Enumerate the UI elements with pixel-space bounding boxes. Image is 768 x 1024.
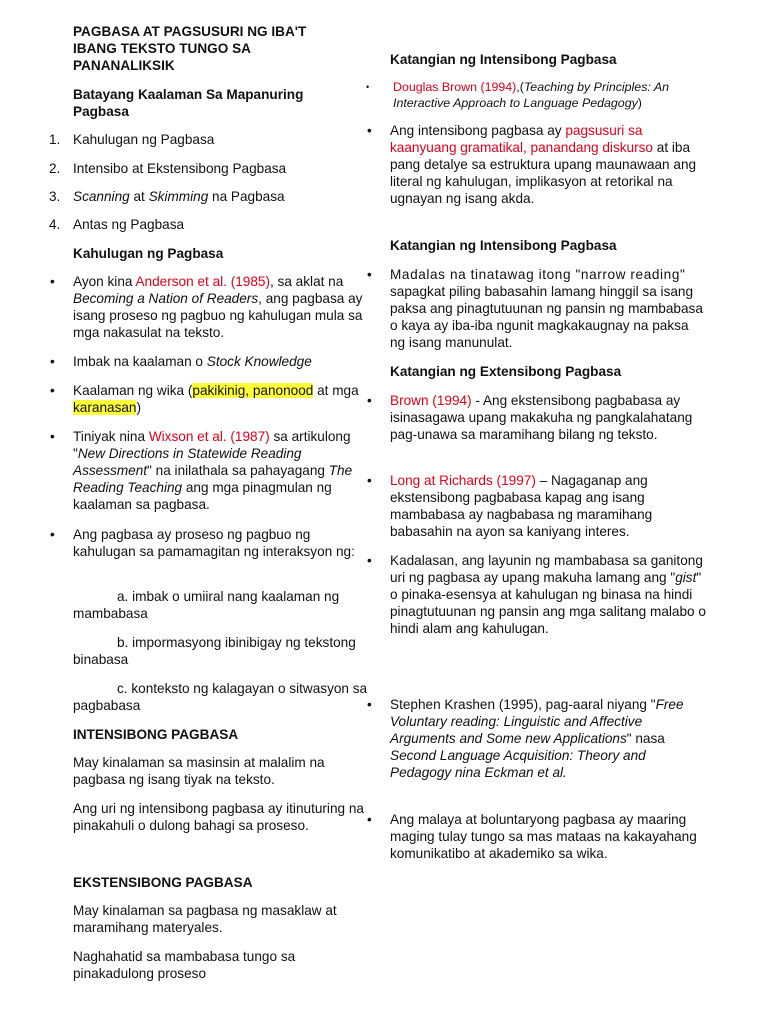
ekstensibo-paragraph: Naghahatid sa mambabasa tungo sa pinakadulong proseso — [73, 949, 296, 981]
document-title: PAGBASA AT PAGSUSURI NG IBA'T IBANG TEKSTO TUNGO SA PANANALIKSIK — [73, 24, 307, 73]
bullet-krashen: • Stephen Krashen (1995), pag-aaral niyang "Free Voluntary reading: Linguistic and Affective Arguments and Some new Applications" nasa Second Language Acquisition: Theory and Pedagogy nina Eckman et al. — [390, 696, 690, 781]
kahulugan-heading: Kahulugan ng Pagbasa — [73, 246, 224, 261]
bullet-stock-knowledge: • Imbak na kaalaman o Stock Knowledge — [73, 353, 365, 370]
bullet-brown-1994: • Brown (1994) - Ang ekstensibong pagbabasa ay isinasagawa upang makakuha ng pangkalahatang pag-unawa sa maramihang bilang ng teksto. — [390, 392, 706, 443]
intensibo-heading: INTENSIBONG PAGBASA — [73, 727, 239, 742]
ekstensibo-paragraph: May kinalaman sa pagbasa ng masaklaw at maramihang materyales. — [73, 903, 337, 935]
bullet-gist: • Kadalasan, ang layunin ng mambabasa sa ganitong uri ng pagbasa ay upang makuha lamang ang "gist" o pinaka-esensya at kahulugan ng binasa na hindi pinagtutuunan ng pansin ang mga salitang malabo o hindi alam ang kahulugan. — [390, 552, 706, 637]
bullet-long-richards: • Long at Richards (1997) – Nagaganap ang ekstensibong pagbabasa kapag ang isang mambabasa ay nagbabasa ng maramihang babasahin na ayon sa kaniyang interes. — [390, 472, 706, 540]
ekstensibo-heading: EKSTENSIBONG PAGBASA — [73, 875, 253, 890]
toc-item: 2. Intensibo at Ekstensibong Pagbasa — [49, 161, 287, 176]
katangian-intensibo-heading-2: Katangian ng Intensibong Pagbasa — [390, 238, 617, 253]
katangian-extensibo-heading: Katangian ng Extensibong Pagbasa — [390, 364, 622, 379]
bullet-malaya-na-pagbasa: • Ang malaya at boluntaryong pagbasa ay maaring maging tulay tungo sa mas mataas na kakayahang komunikatibo at akademiko sa wika. — [390, 811, 706, 862]
sub-item-c: c. konteksto ng kalagayan o sitwasyon sa pagbabasa — [73, 681, 368, 713]
intensibo-paragraph: Ang uri ng intensibong pagbasa ay itinuturing na pinakahuli o dulong bahagi sa proseso. — [73, 801, 364, 833]
bullet-kaalaman-ng-wika: • Kaalaman ng wika (pakikinig, panonood at mga karanasan) — [73, 382, 365, 416]
bullet-proseso: • Ang pagbasa ay proseso ng pagbuo ng kahulugan sa pamamagitan ng interaksyon ng: — [73, 526, 365, 560]
bullet-anderson: • Ayon kina Anderson et al. (1985), sa aklat na Becoming a Nation of Readers, ang pagbasa ay isang proseso ng pagbuo ng kahulugan mula sa mga nakasulat na teksto. — [73, 273, 365, 341]
sub-item-a: a. imbak o umiiral nang kaalaman ng mambabasa — [73, 589, 340, 621]
bullet-narrow-reading: • Madalas na tinatawag itong "narrow reading" sapagkat piling babasahin lamang hinggil sa isang paksa ang pinagtutuunan ng pansin ng mambabasa o kaya ay iba-iba ngunit magkakaugnay na paksa ng isang manunulat. — [390, 266, 706, 351]
bullet-douglas-brown: • Douglas Brown (1994),(Teaching by Principles: An Interactive Approach to Language Pedagogy) — [393, 79, 713, 111]
bullet-wixson: • Tiniyak nina Wixson et al. (1987) sa artikulong "New Directions in Statewide Reading Assessment" na inilathala sa pahayagang The Reading Teaching ang mga pinagmulan ng kaalaman sa pagbasa. — [73, 428, 383, 513]
toc-item: 3. Scanning at Skimming na Pagbasa — [49, 189, 285, 204]
intensibo-paragraph: May kinalaman sa masinsin at malalim na pagbasa ng isang tiyak na teksto. — [73, 755, 325, 787]
katangian-intensibo-heading: Katangian ng Intensibong Pagbasa — [390, 52, 617, 67]
sub-item-b: b. impormasyong ibinibigay ng tekstong binabasa — [73, 635, 356, 667]
toc-item: 4. Antas ng Pagbasa — [49, 217, 185, 232]
toc-item: 1. Kahulugan ng Pagbasa — [49, 132, 215, 147]
bullet-intensibo-definition: • Ang intensibong pagbasa ay pagsusuri sa kaanyuang gramatikal, panandang diskurso at iba pang detalye sa estruktura upang maunawaan ang literal ng kahulugan, implikasyon at retorikal na ugnayan ng isang akda. — [390, 122, 704, 207]
section-subtitle: Batayang Kaalaman Sa Mapanuring Pagbasa — [73, 87, 304, 119]
